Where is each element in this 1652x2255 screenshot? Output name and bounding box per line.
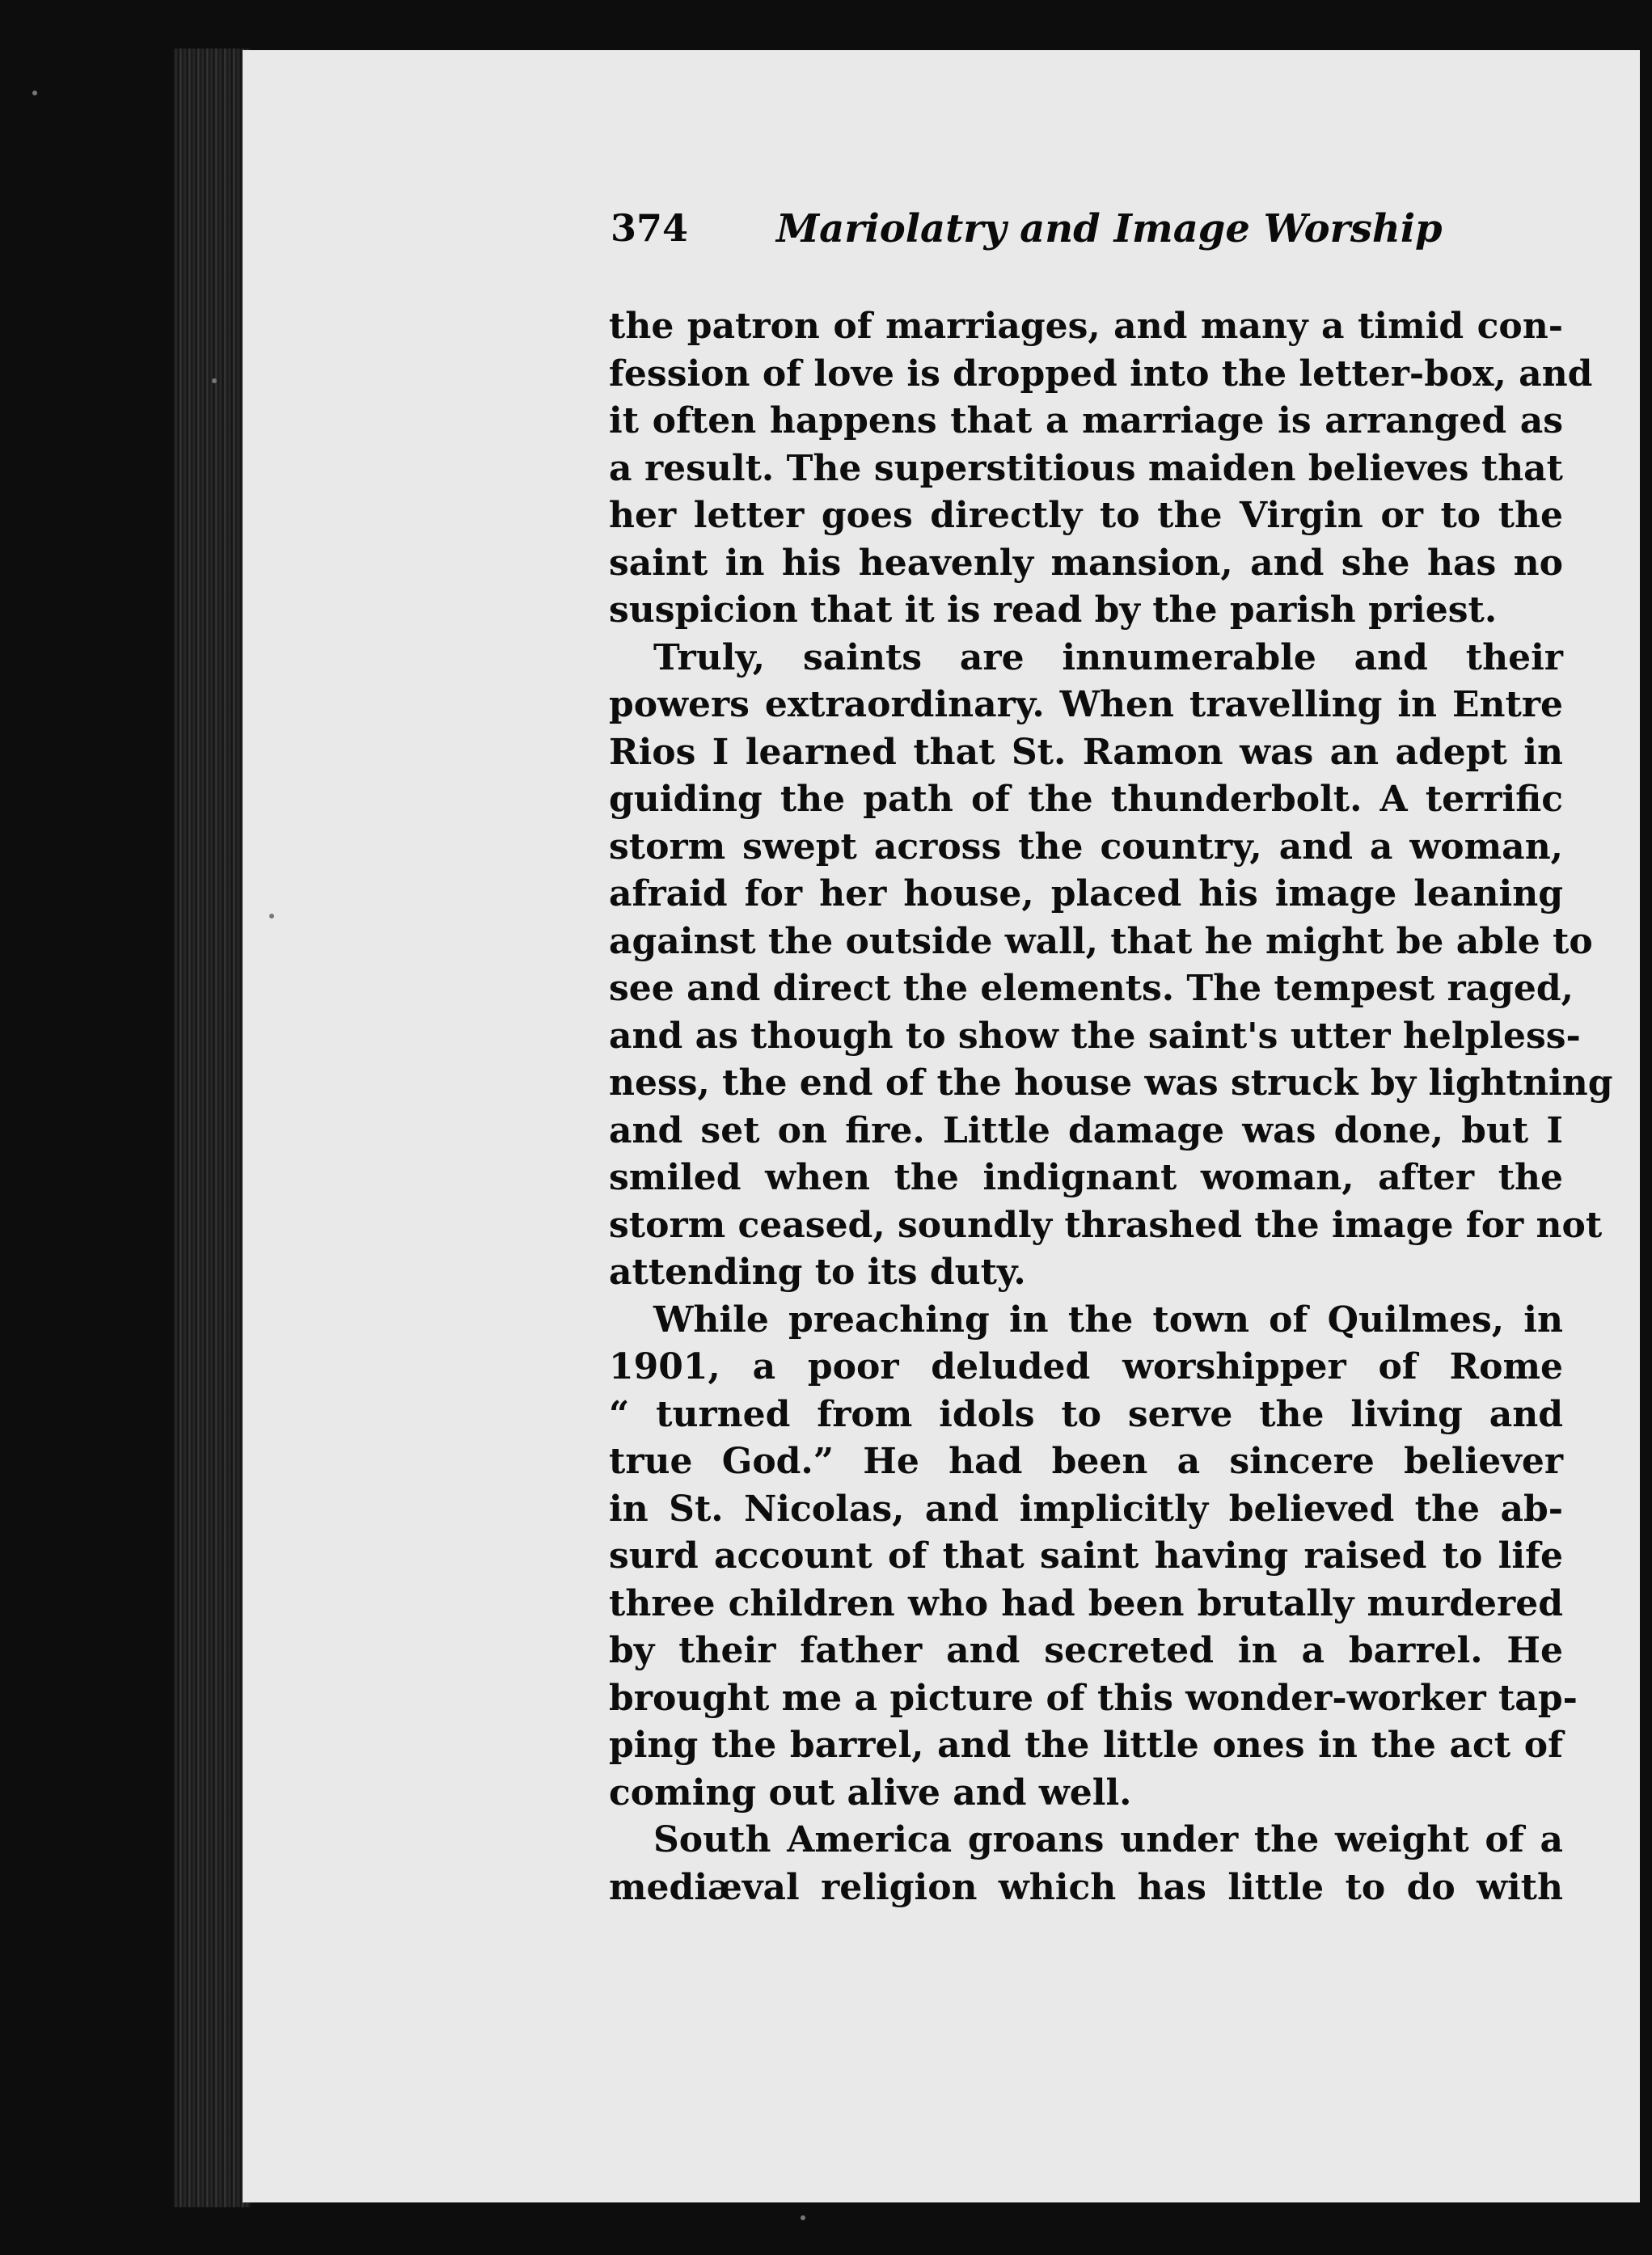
text-line: coming out alive and well. xyxy=(609,1771,1132,1814)
scan-speck xyxy=(32,91,37,95)
text-line: afraid for her house, placed his image leaning xyxy=(609,873,1563,914)
text-line: storm ceased, soundly thrashed the image for not xyxy=(609,1204,1603,1246)
scan-speck xyxy=(269,914,274,918)
text-line: three children who had been brutally murdered xyxy=(609,1582,1563,1624)
text-line: fession of love is dropped into the letter-box, and xyxy=(609,353,1593,395)
book-page-edges xyxy=(174,49,251,2207)
running-title: Mariolatry and Image Worship xyxy=(776,206,1443,251)
text-line: “ turned from idols to serve the living and xyxy=(609,1393,1563,1435)
text-line: in St. Nicolas, and implicitly believed the ab- xyxy=(609,1488,1563,1530)
text-line: suspicion that it is read by the parish priest. xyxy=(609,589,1498,631)
text-line: ping the barrel, and the little ones in the act of xyxy=(609,1725,1563,1766)
page-number: 374 xyxy=(611,206,689,250)
text-line: against the outside wall, that he might be able to xyxy=(609,920,1593,962)
text-line: storm swept across the country, and a woman, xyxy=(609,826,1563,868)
text-line: smiled when the indignant woman, after the xyxy=(609,1157,1563,1198)
text-line: 1901, a poor deluded worshipper of Rome xyxy=(609,1346,1563,1387)
body-text xyxy=(609,303,1613,1911)
text-line: Truly, saints are innumerable and their xyxy=(653,636,1563,678)
text-line: mediæval religion which has little to do with xyxy=(609,1866,1563,1908)
scan-speck xyxy=(801,2215,805,2220)
text-line: saint in his heavenly mansion, and she has no xyxy=(609,542,1563,584)
text-line: South America groans under the weight of a xyxy=(653,1819,1563,1860)
text-line: and as though to show the saint's utter helpless- xyxy=(609,1015,1581,1057)
text-line: attending to its duty. xyxy=(609,1252,1026,1293)
scan-speck xyxy=(212,378,217,383)
text-line: and set on fire. Little damage was done, but I xyxy=(609,1109,1563,1151)
text-line: ness, the end of the house was struck by lightning xyxy=(609,1062,1613,1104)
text-line: it often happens that a marriage is arranged as xyxy=(609,400,1563,441)
text-line: her letter goes directly to the Virgin or to the xyxy=(609,495,1563,536)
text-line: Rios I learned that St. Ramon was an adept in xyxy=(609,731,1563,773)
text-line: brought me a picture of this wonder-worker tap- xyxy=(609,1677,1578,1719)
page-header xyxy=(611,206,1565,263)
text-line: true God.” He had been a sincere believer xyxy=(609,1441,1563,1482)
text-line: powers extraordinary. When travelling in Entre xyxy=(609,684,1563,725)
text-line: the patron of marriages, and many a timid con- xyxy=(609,306,1563,347)
text-line: see and direct the elements. The tempest raged, xyxy=(609,968,1574,1009)
text-line: surd account of that saint having raised to life xyxy=(609,1535,1563,1577)
text-line: a result. The superstitious maiden believes that xyxy=(609,447,1563,489)
text-line: by their father and secreted in a barrel. He xyxy=(609,1630,1563,1671)
text-line: guiding the path of the thunderbolt. A terrific xyxy=(609,779,1563,820)
text-line: While preaching in the town of Quilmes, in xyxy=(653,1299,1563,1341)
